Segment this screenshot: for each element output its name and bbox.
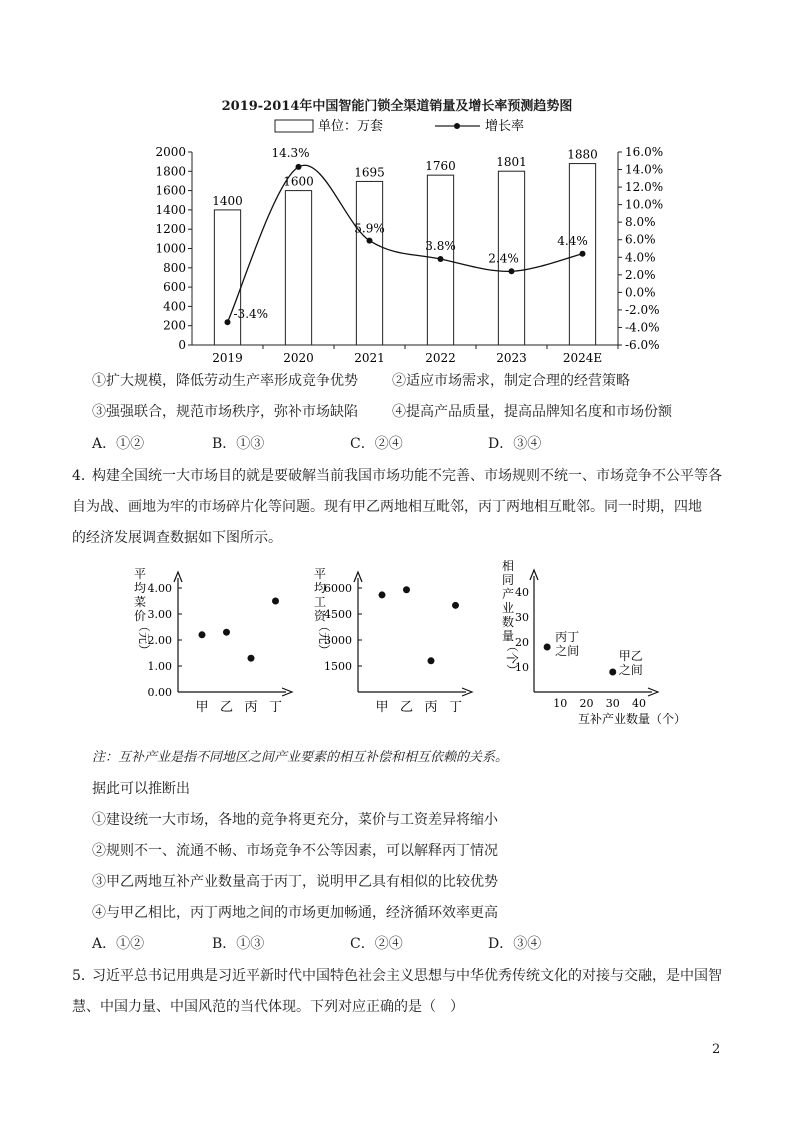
legend-line-label: 增长率 [485, 119, 525, 134]
left-tick-label: 1600 [155, 183, 186, 198]
q4-item-4: ④与甲乙相比，丙丁两地之间的市场更加畅通，经济循环效率更高 [92, 905, 498, 921]
q3-option-d[interactable]: D．③④ [488, 436, 542, 452]
y-axis-label: （元） [137, 619, 151, 657]
x-tick-label: 甲 [195, 700, 209, 715]
x-tick-label: 乙 [399, 700, 414, 715]
legend-bar-label: 单位：万套 [318, 119, 384, 134]
y-tick-label: 2.00 [147, 634, 172, 647]
vegetable-price-chart [130, 562, 305, 722]
q5-number: 5． [72, 968, 95, 984]
sales-bar-label: 1695 [354, 165, 385, 180]
y-axis-label: 工 [313, 595, 327, 609]
growth-rate-label: 14.3% [271, 145, 310, 160]
left-tick-label: 1200 [155, 222, 186, 237]
sales-bar-label: 1400 [212, 193, 243, 208]
right-tick-label: 10.0% [625, 197, 664, 212]
sales-bar-label: 1600 [283, 174, 314, 189]
growth-rate-label: 2.4% [488, 251, 519, 266]
point-label-bingding: 丙丁 [555, 630, 580, 644]
y-axis-label: 平 [313, 567, 327, 581]
right-tick-label: 14.0% [625, 162, 664, 177]
x-tick-label: 2022 [425, 351, 456, 365]
q4-number: 4． [72, 468, 95, 484]
y-axis-label: 均 [313, 581, 327, 595]
q3-item-2: ②适应市场需求，制定合理的经营策略 [392, 373, 630, 389]
growth-rate-point [296, 164, 302, 170]
growth-rate-point [367, 238, 373, 244]
x-tick-label: 丙 [244, 700, 258, 715]
y-axis-label: 数 [501, 615, 515, 629]
data-point [223, 629, 230, 636]
sales-bar [356, 181, 382, 345]
y-tick-label: 0.00 [147, 686, 172, 699]
x-tick-label: 丁 [268, 700, 283, 715]
q3-item-3: ③强强联合，规范市场秩序，弥补市场缺陷 [92, 404, 358, 420]
left-tick-label: 0 [178, 338, 186, 352]
y-axis-label: 业 [501, 601, 515, 615]
growth-rate-label: 5.9% [354, 221, 385, 236]
x-tick-label: 丁 [448, 700, 463, 715]
x-axis-label: 互补产业数量（个） [578, 712, 687, 726]
growth-rate-label: 3.8% [425, 239, 456, 254]
industry-chart [490, 558, 700, 730]
left-tick-label: 800 [163, 260, 186, 275]
y-tick-label: 10 [515, 661, 529, 674]
q3-option-a[interactable]: A．①② [92, 436, 145, 452]
main-chart-title: 2019-2014年中国智能门锁全渠道销量及增长率预测趋势图 [221, 99, 573, 114]
q3-item-1: ①扩大规模，降低劳动生产率形成竞争优势 [92, 373, 358, 389]
right-tick-label: 12.0% [625, 180, 664, 195]
right-tick-label: -6.0% [625, 338, 660, 352]
growth-rate-line [228, 165, 583, 322]
x-tick-label: 40 [632, 697, 646, 710]
y-tick-label: 30 [515, 611, 529, 624]
x-tick-label: 乙 [219, 700, 234, 715]
q5-text-2: 慧、中国力量、中国风范的当代体现。下列对应正确的是（ ） [72, 999, 464, 1015]
data-point-bingding [544, 644, 551, 651]
y-axis-label: 相 [501, 559, 515, 573]
sales-bar-label: 1760 [425, 159, 456, 174]
q3-option-c[interactable]: C．②④ [350, 436, 403, 452]
growth-rate-point [509, 268, 515, 274]
point-label-jiayi: 甲乙 [618, 649, 643, 663]
right-tick-label: -2.0% [625, 302, 660, 317]
right-tick-label: 4.0% [625, 250, 656, 265]
x-tick-label: 10 [553, 697, 568, 710]
y-axis-label: 平 [133, 567, 147, 581]
q4-option-a[interactable]: A．①② [92, 936, 145, 952]
data-point-jiayi [609, 669, 616, 676]
right-tick-label: 2.0% [625, 267, 656, 282]
left-tick-label: 600 [163, 280, 186, 295]
right-tick-label: -4.0% [625, 320, 660, 335]
q4-item-2: ②规则不一、流通不畅、市场竞争不公等因素，可以解释丙丁情况 [92, 843, 498, 859]
data-point [272, 598, 279, 605]
y-tick-label: 3.00 [147, 608, 172, 621]
growth-rate-label: -3.4% [233, 307, 269, 322]
y-axis-label: 均 [133, 581, 147, 595]
left-tick-label: 2000 [155, 145, 186, 159]
point-label-bingding: 之间 [555, 644, 580, 658]
left-tick-label: 1000 [155, 241, 186, 256]
y-axis-label: 量 [501, 629, 515, 643]
y-tick-label: 4500 [324, 608, 352, 621]
data-point [248, 655, 255, 662]
q4-option-c[interactable]: C．②④ [350, 936, 403, 952]
data-point [379, 591, 386, 598]
q4-option-b[interactable]: B．①③ [212, 936, 265, 952]
right-tick-label: 8.0% [625, 215, 656, 230]
y-axis-label: （个） [505, 639, 519, 677]
q4-text-2: 自为战、画地为牢的市场碎片化等问题。现有甲乙两地相互毗邻，丙丁两地相互毗邻。同一时期，四地 [72, 499, 702, 515]
growth-rate-point [225, 319, 231, 325]
q3-item-4: ④提高产品质量，提高品牌知名度和市场份额 [392, 404, 672, 420]
q4-item-1: ①建设统一大市场，各地的竞争将更充分，菜价与工资差异将缩小 [92, 812, 498, 828]
left-tick-label: 1400 [155, 202, 186, 217]
y-axis-label: 资 [313, 609, 327, 623]
q4-text-1: 构建全国统一大市场目的就是要破解当前我国市场功能不完善、市场规则不统一、市场竞争不公平等各 [92, 468, 722, 484]
q4-option-d[interactable]: D．③④ [488, 936, 542, 952]
page-number: 2 [712, 1042, 721, 1057]
legend-line-marker [454, 123, 460, 129]
right-tick-label: 0.0% [625, 285, 656, 300]
q3-option-b[interactable]: B．①③ [212, 436, 265, 452]
data-point [403, 586, 410, 593]
sales-bar [285, 191, 311, 345]
left-tick-label: 200 [163, 318, 186, 333]
x-tick-label: 甲 [375, 700, 389, 715]
sales-bar-label: 1880 [567, 147, 598, 162]
y-tick-label: 4.00 [147, 582, 172, 595]
main-chart [140, 112, 680, 370]
data-point [452, 602, 459, 609]
y-tick-label: 20 [515, 636, 529, 649]
sales-bar-label: 1801 [496, 155, 527, 170]
growth-rate-point [438, 256, 444, 262]
x-tick-label: 20 [579, 697, 594, 710]
growth-rate-point [580, 251, 586, 257]
q4-lead: 据此可以推断出 [92, 781, 190, 797]
y-tick-label: 1.00 [147, 660, 172, 673]
left-tick-label: 1800 [155, 164, 186, 179]
y-tick-label: 40 [515, 586, 529, 599]
q5-text-1: 习近平总书记用典是习近平新时代中国特色社会主义思想与中华优秀传统文化的对接与交融，是中国智 [92, 968, 722, 984]
wage-chart [310, 562, 485, 722]
growth-rate-label: 4.4% [557, 233, 588, 248]
q4-text-3: 的经济发展调查数据如下图所示。 [72, 530, 282, 546]
legend-bar-swatch [275, 120, 313, 132]
q4-note: 注：互补产业是指不同地区之间产业要素的相互补偿和相互依赖的关系。 [92, 750, 509, 765]
x-tick-label: 2024E [562, 351, 603, 365]
q4-item-3: ③甲乙两地互补产业数量高于丙丁，说明甲乙具有相似的比较优势 [92, 874, 498, 890]
x-tick-label: 2019 [212, 351, 243, 365]
point-label-jiayi: 之间 [618, 663, 643, 677]
x-tick-label: 2023 [496, 351, 527, 365]
x-tick-label: 丙 [424, 700, 438, 715]
y-tick-label: 6000 [324, 582, 352, 595]
y-tick-label: 3000 [324, 634, 352, 647]
y-axis-label: 价 [133, 609, 147, 623]
x-tick-label: 2020 [283, 351, 314, 365]
data-point [199, 631, 206, 638]
data-point [428, 657, 435, 664]
x-tick-label: 30 [605, 697, 620, 710]
left-tick-label: 400 [163, 299, 186, 314]
y-axis-label: （元） [317, 619, 331, 657]
y-axis-label: 同 [501, 573, 515, 587]
x-tick-label: 2021 [354, 351, 385, 365]
y-axis-label: 产 [501, 587, 515, 601]
y-tick-label: 1500 [324, 660, 352, 673]
right-tick-label: 16.0% [625, 145, 664, 159]
y-axis-label: 菜 [133, 595, 147, 609]
right-tick-label: 6.0% [625, 232, 656, 247]
